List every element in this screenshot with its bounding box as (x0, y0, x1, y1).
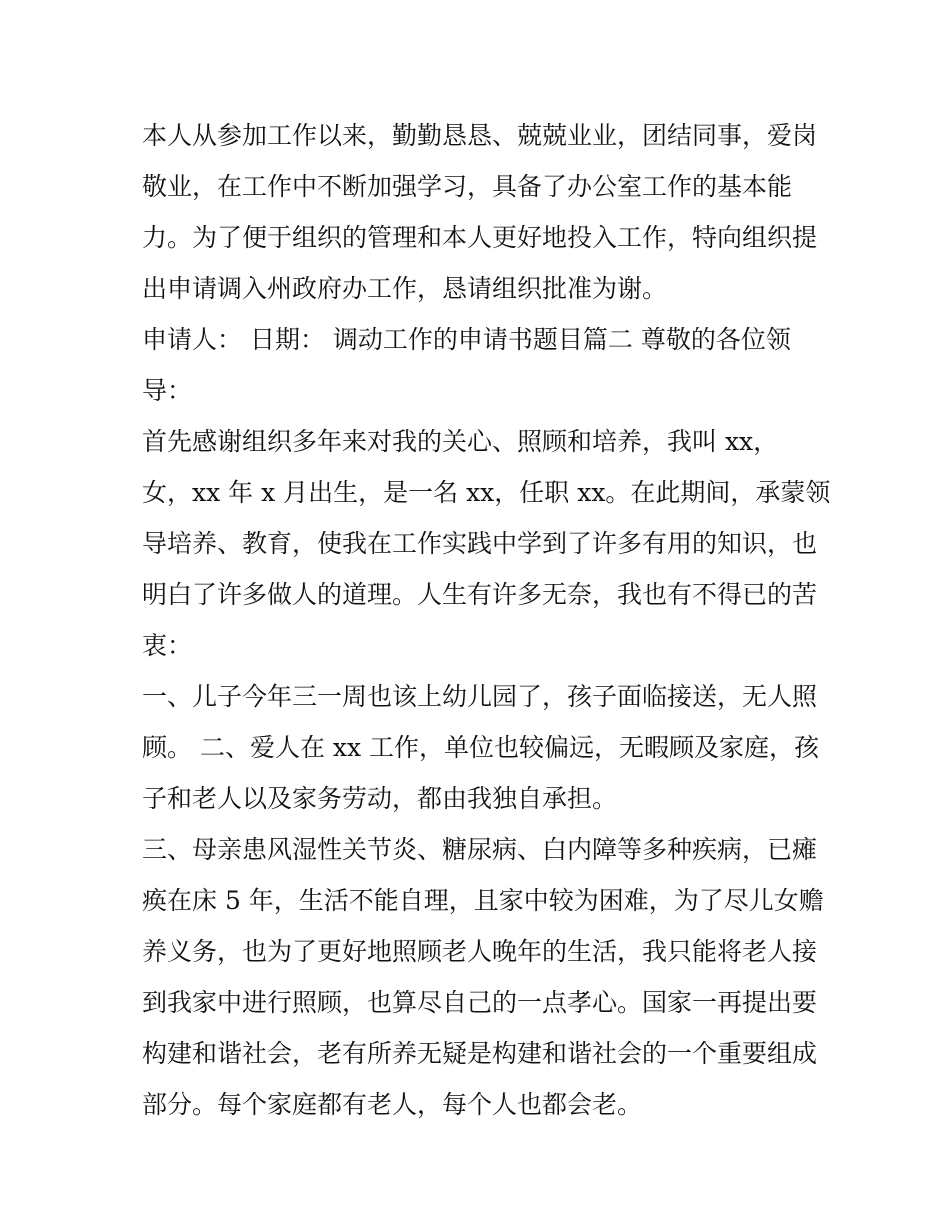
text-line: 部分。每个家庭都有老人，每个人也都会老。 (142, 1090, 643, 1119)
text-line: 衷： (142, 631, 193, 660)
text-line: 子和老人以及家务劳动，都由我独自承担。 (142, 784, 618, 813)
text-line: 导培养、教育，使我在工作实践中学到了许多有用的知识，也 (142, 529, 818, 558)
text-line: 顾。 二、爱人在 xx 工作，单位也较偏远，无暇顾及家庭，孩 (142, 733, 820, 762)
text-line: 力。为了便于组织的管理和本人更好地投入工作，特向组织提 (142, 223, 818, 252)
text-line: 痪在床 5 年，生活不能自理，且家中较为困难，为了尽儿女赡 (142, 886, 824, 915)
text-line: 一、儿子今年三一周也该上幼儿园了，孩子面临接送，无人照 (142, 682, 818, 711)
text-line: 敬业，在工作中不断加强学习，具备了办公室工作的基本能 (142, 172, 793, 201)
text-line: 首先感谢组织多年来对我的关心、照顾和培养，我叫 xx， (142, 427, 779, 456)
text-line: 三、母亲患风湿性关节炎、糖尿病、白内障等多种疾病，已瘫 (142, 835, 818, 864)
text-line: 构建和谐社会，老有所养无疑是构建和谐社会的一个重要组成 (142, 1039, 818, 1068)
text-line: 本人从参加工作以来，勤勤恳恳、兢兢业业，团结同事，爱岗 (142, 121, 818, 150)
text-line: 导： (142, 376, 193, 405)
text-line: 养义务，也为了更好地照顾老人晚年的生活，我只能将老人接 (142, 937, 818, 966)
text-line: 到我家中进行照顾，也算尽自己的一点孝心。国家一再提出要 (142, 988, 818, 1017)
text-line: 申请人： 日期： 调动工作的申请书题目篇二 尊敬的各位领 (142, 325, 791, 354)
text-line: 出申请调入州政府办工作，恳请组织批准为谢。 (142, 274, 668, 303)
text-line: 女，xx 年 x 月出生，是一名 xx，任职 xx。在此期间，承蒙领 (142, 478, 831, 507)
document-body (142, 110, 831, 1130)
text-line: 明白了许多做人的道理。人生有许多无奈，我也有不得已的苦 (142, 580, 818, 609)
